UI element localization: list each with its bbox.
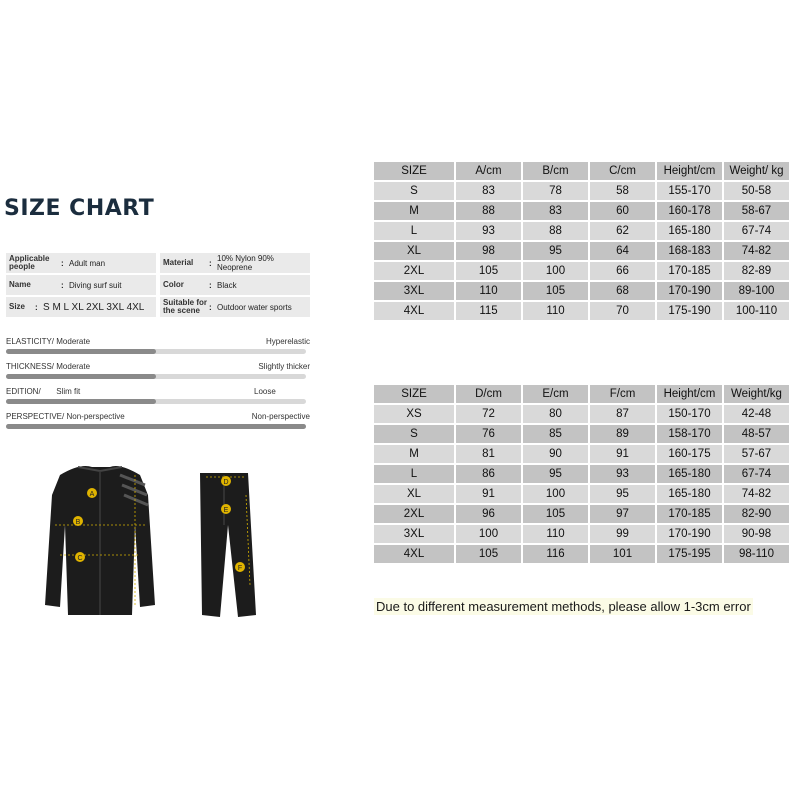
- table-cell: 155-170: [657, 182, 722, 200]
- table-cell: 4XL: [374, 302, 454, 320]
- table-cell: 42-48: [724, 405, 789, 423]
- table-cell: 100: [456, 525, 521, 543]
- table-cell: 2XL: [374, 262, 454, 280]
- marker-f: [235, 562, 245, 572]
- table-cell: 58-67: [724, 202, 789, 220]
- marker-a: [87, 488, 97, 498]
- table-row: [374, 262, 789, 280]
- elasticity-value: Moderate: [56, 337, 91, 346]
- table-cell: 95: [523, 242, 588, 260]
- size-label: Size: [9, 302, 26, 311]
- svg-text:E: E: [223, 507, 229, 514]
- marker-d: [221, 476, 231, 486]
- table-row: [374, 405, 789, 423]
- table-cell: 85: [523, 425, 588, 443]
- table-cell: 90-98: [724, 525, 789, 543]
- table-cell: 100: [523, 262, 588, 280]
- material-value: 10% Nylon 90% Neoprene: [217, 254, 274, 272]
- table-header-cell: E/cm: [523, 385, 588, 403]
- color-label: Color: [163, 280, 184, 289]
- table-cell: 90: [523, 445, 588, 463]
- table-header-cell: B/cm: [523, 162, 588, 180]
- table-row: [374, 505, 789, 523]
- table-cell: 95: [590, 485, 655, 503]
- table-cell: 60: [590, 202, 655, 220]
- table-cell: 86: [456, 465, 521, 483]
- thickness-value: Moderate: [56, 362, 91, 371]
- table-cell: 116: [523, 545, 588, 563]
- table-cell: 98-110: [724, 545, 789, 563]
- table-cell: 110: [523, 525, 588, 543]
- table-cell: 2XL: [374, 505, 454, 523]
- table-header-cell: Weight/kg: [724, 385, 789, 403]
- info-row: Name : Diving surf suit Color : Black: [6, 275, 310, 295]
- table-row: [374, 222, 789, 240]
- table-row: [374, 425, 789, 443]
- table-cell: XL: [374, 485, 454, 503]
- elasticity-fill: [6, 349, 156, 354]
- name-value: Diving surf suit: [69, 280, 122, 290]
- table-cell: 175-190: [657, 302, 722, 320]
- table-cell: 98: [456, 242, 521, 260]
- perspective-max-label: Non-perspective: [251, 412, 310, 421]
- table-cell: 93: [456, 222, 521, 240]
- table-cell: 97: [590, 505, 655, 523]
- svg-text:D: D: [223, 479, 229, 486]
- table-cell: 110: [456, 282, 521, 300]
- elasticity-slider: [6, 335, 310, 360]
- measurement-note: Due to different measurement methods, please allow 1-3cm error: [376, 599, 751, 614]
- table-cell: XL: [374, 242, 454, 260]
- table-cell: 82-90: [724, 505, 789, 523]
- name-label: Name: [9, 280, 31, 289]
- table-cell: 80: [523, 405, 588, 423]
- thickness-max-label: Slightly thicker: [258, 362, 310, 371]
- perspective-value: Non-perspective: [66, 412, 125, 421]
- table-cell: 88: [523, 222, 588, 240]
- svg-text:A: A: [89, 491, 95, 498]
- table-cell: 170-190: [657, 525, 722, 543]
- table-cell: 74-82: [724, 485, 789, 503]
- table-cell: 160-175: [657, 445, 722, 463]
- perspective-label: PERSPECTIVE/: [6, 412, 65, 421]
- table-cell: 67-74: [724, 222, 789, 240]
- table-cell: 165-180: [657, 465, 722, 483]
- table-cell: 48-57: [724, 425, 789, 443]
- table-cell: 83: [523, 202, 588, 220]
- marker-b: [73, 516, 83, 526]
- perspective-fill: [6, 424, 306, 429]
- table-cell: 83: [456, 182, 521, 200]
- table-cell: 70: [590, 302, 655, 320]
- table-row: [374, 242, 789, 260]
- table-cell: 68: [590, 282, 655, 300]
- color-value: Black: [217, 280, 237, 290]
- table-cell: 66: [590, 262, 655, 280]
- table-cell: 170-185: [657, 505, 722, 523]
- size-chart-title: SIZE CHART: [4, 196, 155, 221]
- table-cell: 105: [456, 262, 521, 280]
- applicable-people-label: Applicable people: [9, 254, 50, 271]
- table-row: [374, 465, 789, 483]
- table-header-cell: D/cm: [456, 385, 521, 403]
- scene-value: Outdoor water sports: [217, 302, 292, 312]
- table-header-cell: A/cm: [456, 162, 521, 180]
- edition-value: Slim fit: [56, 387, 81, 396]
- table-cell: M: [374, 202, 454, 220]
- table-cell: 64: [590, 242, 655, 260]
- table-cell: 3XL: [374, 282, 454, 300]
- table-cell: 165-180: [657, 222, 722, 240]
- table-cell: 93: [590, 465, 655, 483]
- thickness-fill: [6, 374, 156, 379]
- table-cell: 74-82: [724, 242, 789, 260]
- svg-text:F: F: [237, 565, 243, 572]
- table-cell: 170-185: [657, 262, 722, 280]
- table-header-cell: Height/cm: [657, 162, 722, 180]
- svg-text:B: B: [75, 519, 81, 526]
- table-cell: 105: [456, 545, 521, 563]
- table-header-cell: SIZE: [374, 162, 454, 180]
- info-row: Size : S M L XL 2XL 3XL 4XL Suitable for the scene : Outdoor water sports: [6, 297, 310, 317]
- wetsuit-pants: [200, 473, 256, 617]
- table-cell: 82-89: [724, 262, 789, 280]
- table-cell: 100: [523, 485, 588, 503]
- table-header-row: [374, 162, 789, 180]
- pants-size-table: [372, 383, 791, 565]
- table-cell: XS: [374, 405, 454, 423]
- table-cell: 87: [590, 405, 655, 423]
- table-cell: 67-74: [724, 465, 789, 483]
- table-cell: 165-180: [657, 485, 722, 503]
- table-cell: 81: [456, 445, 521, 463]
- attribute-sliders: [6, 335, 310, 435]
- table-cell: S: [374, 182, 454, 200]
- table-cell: 58: [590, 182, 655, 200]
- table-cell: 105: [523, 505, 588, 523]
- elasticity-label: ELASTICITY/: [6, 337, 55, 346]
- table-cell: 76: [456, 425, 521, 443]
- table-cell: 3XL: [374, 525, 454, 543]
- edition-label: EDITION/: [6, 387, 41, 396]
- table-cell: L: [374, 222, 454, 240]
- thickness-label: THICKNESS/: [6, 362, 55, 371]
- table-header-cell: Weight/ kg: [724, 162, 789, 180]
- table-cell: 89-100: [724, 282, 789, 300]
- table-cell: S: [374, 425, 454, 443]
- table-cell: 158-170: [657, 425, 722, 443]
- wetsuit-jacket: [45, 466, 155, 615]
- table-row: [374, 525, 789, 543]
- product-info-table: [6, 253, 310, 319]
- table-cell: 150-170: [657, 405, 722, 423]
- wetsuit-illustration: [20, 455, 300, 635]
- table-cell: 78: [523, 182, 588, 200]
- table-cell: 101: [590, 545, 655, 563]
- applicable-people-value: Adult man: [69, 258, 106, 268]
- table-cell: 95: [523, 465, 588, 483]
- marker-c: [75, 552, 85, 562]
- table-cell: 89: [590, 425, 655, 443]
- table-cell: 62: [590, 222, 655, 240]
- table-row: [374, 545, 789, 563]
- table-cell: 72: [456, 405, 521, 423]
- table-row: [374, 182, 789, 200]
- table-cell: 100-110: [724, 302, 789, 320]
- table-cell: M: [374, 445, 454, 463]
- table-cell: 168-183: [657, 242, 722, 260]
- table-cell: 175-195: [657, 545, 722, 563]
- table-header-cell: C/cm: [590, 162, 655, 180]
- table-row: [374, 202, 789, 220]
- table-cell: 170-190: [657, 282, 722, 300]
- table-cell: 50-58: [724, 182, 789, 200]
- edition-max-label: Loose: [254, 387, 276, 396]
- marker-e: [221, 504, 231, 514]
- table-cell: 4XL: [374, 545, 454, 563]
- thickness-slider: [6, 360, 310, 385]
- table-cell: 57-67: [724, 445, 789, 463]
- svg-text:C: C: [77, 555, 83, 562]
- jacket-size-table: [372, 160, 791, 322]
- table-header-cell: Height/cm: [657, 385, 722, 403]
- table-cell: L: [374, 465, 454, 483]
- table-cell: 91: [590, 445, 655, 463]
- table-row: [374, 485, 789, 503]
- table-cell: 160-178: [657, 202, 722, 220]
- table-cell: 115: [456, 302, 521, 320]
- table-cell: 91: [456, 485, 521, 503]
- size-value: S M L XL 2XL 3XL 4XL: [43, 301, 145, 313]
- table-header-cell: F/cm: [590, 385, 655, 403]
- table-header-cell: SIZE: [374, 385, 454, 403]
- table-cell: 96: [456, 505, 521, 523]
- scene-label: Suitable for the scene: [163, 298, 208, 315]
- table-row: [374, 302, 789, 320]
- material-label: Material: [163, 258, 194, 267]
- edition-fill: [6, 399, 156, 404]
- info-row: Applicable people : Adult man Material : 10% Nylon 90% Neoprene: [6, 253, 310, 273]
- perspective-slider: [6, 410, 310, 435]
- table-row: [374, 445, 789, 463]
- edition-slider: [6, 385, 310, 410]
- table-header-row: [374, 385, 789, 403]
- table-cell: 99: [590, 525, 655, 543]
- elasticity-max-label: Hyperelastic: [265, 337, 310, 346]
- table-cell: 110: [523, 302, 588, 320]
- table-row: [374, 282, 789, 300]
- table-cell: 88: [456, 202, 521, 220]
- table-cell: 105: [523, 282, 588, 300]
